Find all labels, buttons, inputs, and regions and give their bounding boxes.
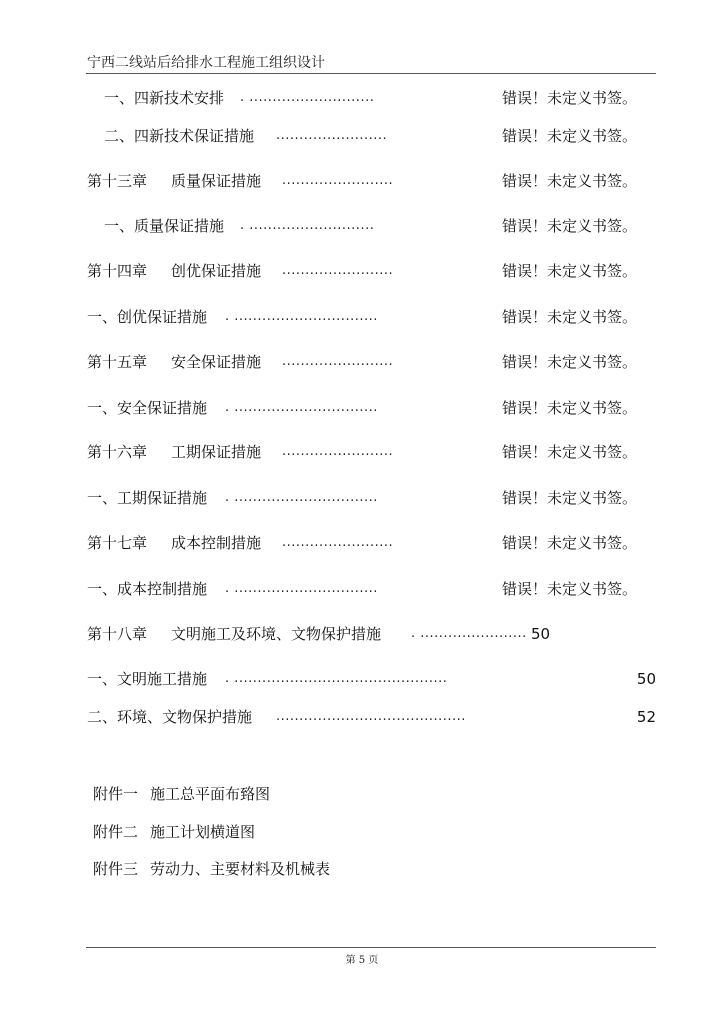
toc-entry[interactable] <box>0 215 724 237</box>
toc-entry-label: 二、环境、文物保护措施 <box>87 708 253 726</box>
toc-chapter-number: 第十八章 <box>87 625 148 643</box>
page-number: 第 5 页 <box>345 955 379 966</box>
toc-entry[interactable] <box>0 170 724 192</box>
toc-leader: ........................ <box>282 173 394 188</box>
toc-entry[interactable] <box>0 260 724 282</box>
toc-leader: ........................ <box>282 535 394 550</box>
toc-chapter-number: 第十六章 <box>87 443 148 461</box>
toc-entry-label: 一、成本控制措施 <box>87 580 208 598</box>
toc-page-number: 50 <box>531 625 551 643</box>
toc-leader: . ............................... <box>225 581 378 596</box>
toc-page-ref: 错误！未定义书签。 <box>502 308 638 326</box>
toc-entry[interactable] <box>0 87 724 109</box>
toc-entry[interactable] <box>0 125 724 147</box>
toc-entry[interactable] <box>0 623 724 645</box>
toc-leader: ........................ <box>282 263 394 278</box>
toc-leader: . ............................... <box>225 400 378 415</box>
appendix-title: 施工总平面布臵图 <box>150 785 271 803</box>
appendix-entry <box>93 858 493 880</box>
toc-leader: ........................ <box>282 354 394 369</box>
toc-leader: ......................................... <box>276 709 466 724</box>
toc-entry-label: 质量保证措施 <box>171 172 262 190</box>
appendix-entry <box>93 821 493 843</box>
appendix-title: 劳动力、主要材料及机械表 <box>150 860 331 878</box>
toc-entry-label: 一、工期保证措施 <box>87 489 208 507</box>
footer-rule <box>86 947 656 948</box>
toc-page-ref: 错误！未定义书签。 <box>502 534 638 552</box>
toc-entry-label: 一、创优保证措施 <box>87 308 208 326</box>
toc-entry[interactable] <box>0 706 724 728</box>
toc-chapter-number: 第十七章 <box>87 534 148 552</box>
toc-entry-label: 一、文明施工措施 <box>87 670 208 688</box>
appendix-tag: 附件一 <box>93 785 139 803</box>
toc-entry[interactable] <box>0 397 724 419</box>
toc-leader: . ........................... <box>240 90 375 105</box>
toc-chapter-number: 第十四章 <box>87 262 148 280</box>
toc-entry-label: 一、质量保证措施 <box>104 217 225 235</box>
toc-leader: . .............................................. <box>225 671 448 686</box>
toc-entry-label: 工期保证措施 <box>171 443 262 461</box>
toc-page-ref: 错误！未定义书签。 <box>502 353 638 371</box>
toc-page-ref: 错误！未定义书签。 <box>502 172 638 190</box>
toc-page-ref: 错误！未定义书签。 <box>502 443 638 461</box>
toc-page-number: 52 <box>636 708 656 726</box>
toc-page-ref: 错误！未定义书签。 <box>502 217 638 235</box>
toc-page-ref: 错误！未定义书签。 <box>502 580 638 598</box>
toc-leader: . ............................... <box>225 309 378 324</box>
toc-entry[interactable] <box>0 578 724 600</box>
toc-page-ref: 错误！未定义书签。 <box>502 127 638 145</box>
toc-entry[interactable] <box>0 441 724 463</box>
toc-chapter-number: 第十五章 <box>87 353 148 371</box>
toc-page-ref: 错误！未定义书签。 <box>502 89 638 107</box>
toc-chapter-number: 第十三章 <box>87 172 148 190</box>
toc-entry[interactable] <box>0 532 724 554</box>
header-rule <box>86 73 656 74</box>
toc-page-ref: 错误！未定义书签。 <box>502 399 638 417</box>
toc-entry[interactable] <box>0 351 724 373</box>
toc-leader: ........................ <box>276 128 388 143</box>
toc-leader: . ........................... <box>240 218 375 233</box>
document-header-title: 宁西二线站后给排水工程施工组织设计 <box>87 55 325 71</box>
toc-page-ref: 错误！未定义书签。 <box>502 262 638 280</box>
toc-entry-label: 一、四新技术安排 <box>104 89 225 107</box>
toc-page-number: 50 <box>636 670 656 688</box>
toc-leader: . ............................... <box>225 490 378 505</box>
toc-entry-label: 成本控制措施 <box>171 534 262 552</box>
toc-entry-label: 一、安全保证措施 <box>87 399 208 417</box>
toc-entry-label: 二、四新技术保证措施 <box>104 127 255 145</box>
toc-leader: . ....................... <box>411 626 527 641</box>
toc-page-ref: 错误！未定义书签。 <box>502 489 638 507</box>
toc-entry-label: 安全保证措施 <box>171 353 262 371</box>
appendix-entry <box>93 783 493 805</box>
toc-entry-label: 创优保证措施 <box>171 262 262 280</box>
toc-entry[interactable] <box>0 306 724 328</box>
appendix-title: 施工计划横道图 <box>150 823 256 841</box>
appendix-tag: 附件二 <box>93 823 139 841</box>
toc-entry[interactable] <box>0 668 724 690</box>
toc-entry-label: 文明施工及环境、文物保护措施 <box>171 625 382 643</box>
appendix-tag: 附件三 <box>93 860 139 878</box>
toc-leader: ........................ <box>282 444 394 459</box>
toc-entry[interactable] <box>0 487 724 509</box>
